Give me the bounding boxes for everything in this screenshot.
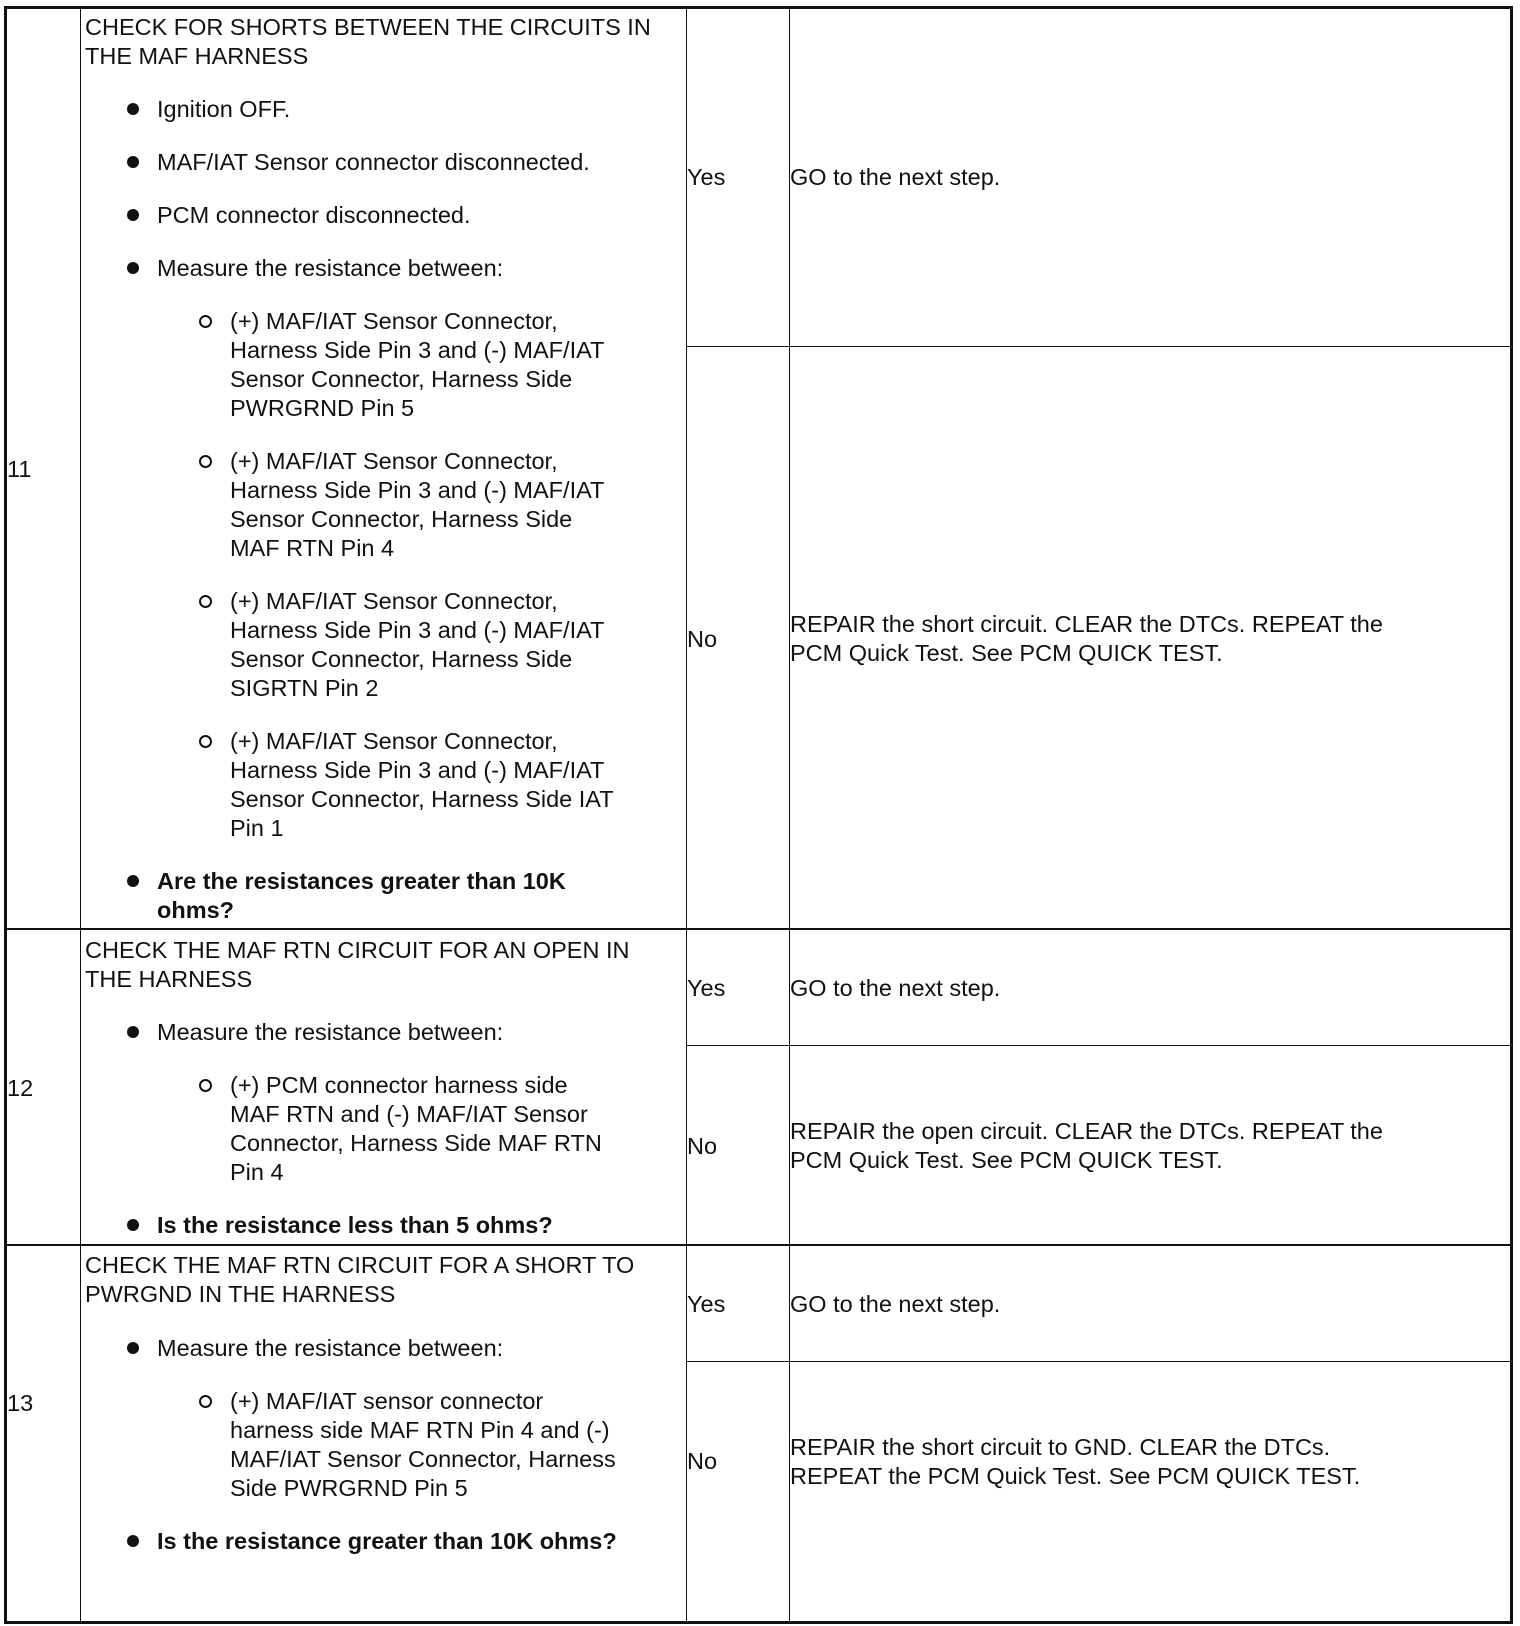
no-action-line: PCM Quick Test. See PCM QUICK TEST. [790, 640, 1223, 666]
bullet-icon [127, 1219, 139, 1231]
circle-bullet-icon [199, 1395, 212, 1408]
bullet-icon [127, 209, 139, 221]
yes-no-divider [686, 346, 1510, 347]
circle-bullet-icon [199, 455, 212, 468]
bullet-icon [127, 156, 139, 168]
bullet-icon [127, 1535, 139, 1547]
step-title-line: CHECK THE MAF RTN CIRCUIT FOR A SHORT TO [85, 1252, 635, 1278]
yes-label: Yes [687, 1291, 726, 1317]
no-label: No [687, 1133, 718, 1159]
yes-action: GO to the next step. [790, 164, 1001, 190]
row-divider [7, 1244, 1510, 1246]
column-divider-action [686, 9, 687, 1621]
no-action-line: PCM Quick Test. See PCM QUICK TEST. [790, 1147, 1223, 1173]
yes-action: GO to the next step. [790, 975, 1001, 1001]
bullet-icon [127, 875, 139, 887]
step-title-line: CHECK FOR SHORTS BETWEEN THE CIRCUITS IN [85, 14, 651, 40]
circle-bullet-icon [199, 735, 212, 748]
yes-label: Yes [687, 164, 726, 190]
yes-label: Yes [687, 975, 726, 1001]
bullet-icon [127, 1026, 139, 1038]
step-title-line: THE MAF HARNESS [85, 43, 309, 69]
step-number: 11 [7, 456, 32, 482]
no-label: No [687, 1448, 718, 1474]
circle-bullet-icon [199, 595, 212, 608]
circle-bullet-icon [199, 315, 212, 328]
step-title-line: PWRGND IN THE HARNESS [85, 1281, 396, 1307]
no-action-line: REPAIR the open circuit. CLEAR the DTCs. REPEAT the [790, 1118, 1383, 1144]
yes-no-divider [686, 1045, 1510, 1046]
column-divider-result [789, 9, 790, 1621]
no-action-line: REPAIR the short circuit. CLEAR the DTCs. REPEAT the [790, 611, 1383, 637]
bullet-icon [127, 262, 139, 274]
step-number: 13 [7, 1390, 34, 1416]
bullet-icon [127, 1342, 139, 1354]
no-action-line: REPAIR the short circuit to GND. CLEAR the DTCs. [790, 1434, 1331, 1460]
step-title-line: CHECK THE MAF RTN CIRCUIT FOR AN OPEN IN [85, 937, 630, 963]
yes-action: GO to the next step. [790, 1291, 1001, 1317]
bullet-icon [127, 103, 139, 115]
row-divider [7, 928, 1510, 930]
no-label: No [687, 626, 718, 652]
step-number: 12 [7, 1075, 34, 1101]
circle-bullet-icon [199, 1079, 212, 1092]
step-title-line: THE HARNESS [85, 966, 253, 992]
column-divider-step [80, 9, 81, 1621]
no-action-line: REPEAT the PCM Quick Test. See PCM QUICK TEST. [790, 1463, 1361, 1489]
yes-no-divider [686, 1361, 1510, 1362]
